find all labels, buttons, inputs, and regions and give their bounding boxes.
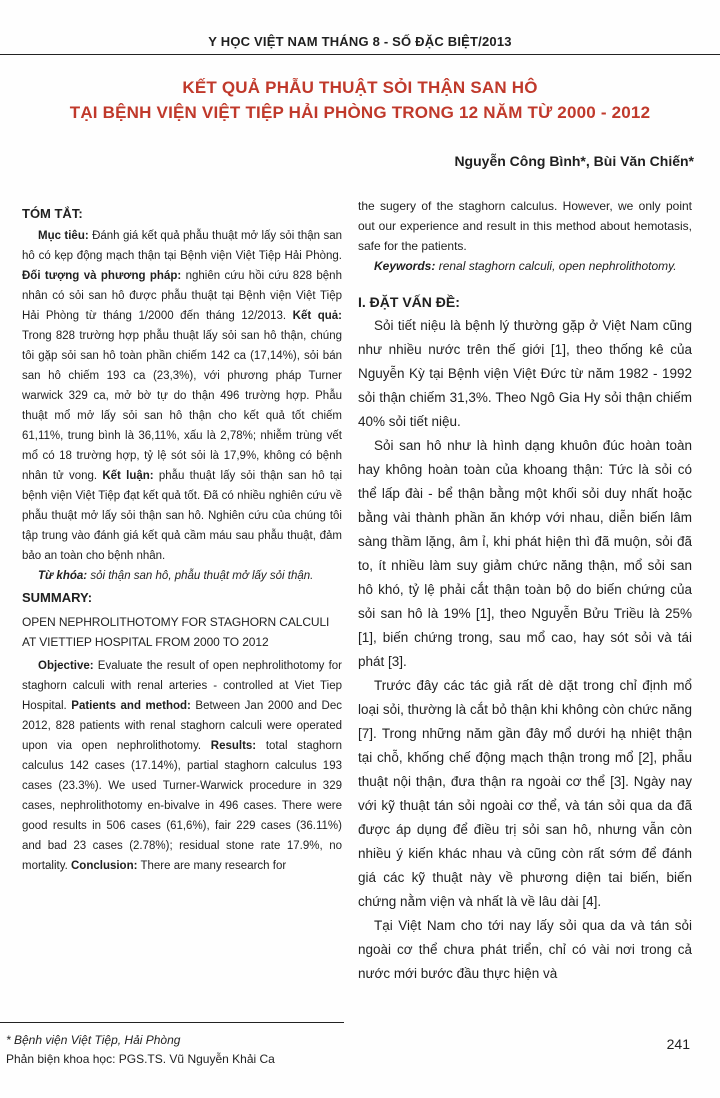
abstract-body xyxy=(22,226,342,566)
article-title xyxy=(0,75,720,125)
journal-header: Y HỌC VIỆT NAM THÁNG 8 - SỐ ĐẶC BIỆT/2013 xyxy=(208,34,512,49)
result-label: Kết quả: xyxy=(292,310,343,322)
method-label: Đối tượng và phương pháp: xyxy=(22,270,182,282)
keywords-vi xyxy=(22,566,342,586)
summary-method-label: Patients and method: xyxy=(71,700,191,712)
summary-continuation-block xyxy=(358,196,692,276)
footnote xyxy=(6,1031,275,1069)
keywords-en xyxy=(358,256,692,276)
footnote-affiliation: * Bệnh viện Việt Tiệp, Hải Phòng xyxy=(6,1033,181,1047)
summary-body xyxy=(22,656,342,876)
intro-paragraph-2: Sỏi san hô như là hình dạng khuôn đúc hoàn toàn hay không hoàn toàn của khoang thận: Tức là sỏi có thể lấp đài - bể thận bằng một khối sỏi duy nhất hoặc bằng vài thành phần ăn khớp với nhau, diễn biến lâm sàng thầm lặng, âm ỉ, khi phát hiện thì đã muộn, sỏi đã to, ít nhiều làm suy giảm chức năng thận, mổ sỏi san hô khó, tỷ lệ phải cắt thận toàn bộ do biến chứng của sỏi san hô là 19% [1], theo Nguyễn Bửu Triều là 25% [1], biến chứng trong, sau mổ cao, hay sót sỏi và tái phát [3]. xyxy=(358,438,692,669)
intro-paragraph-4: Tại Việt Nam cho tới nay lấy sỏi qua da và tán sỏi ngoài cơ thể chưa phát triển, chỉ có vài nơi trong cả nước mới bước đầu thực hiện và xyxy=(358,918,692,981)
intro-heading: I. ĐẶT VẤN ĐỀ: xyxy=(358,294,460,310)
summary-results-label: Results: xyxy=(210,740,257,752)
conclusion-text: phẫu thuật lấy sỏi thận san hô tại bệnh viện Việt Tiệp đạt kết quả tốt. Đã có nhiều nghiên cứu về phẫu thuật mở lấy sỏi thận san hô. Nghiên cứu của chúng tôi tập trung vào đánh giá kết quả cầm máu sau phẫu thuật, đảm bảo an toàn cho bệnh nhân. xyxy=(22,470,342,562)
summary-conclusion-label: Conclusion: xyxy=(71,860,138,872)
page-number: 241 xyxy=(666,1036,690,1052)
footnote-divider xyxy=(0,1022,344,1023)
result-text: Trong 828 trường hợp phẫu thuật lấy sỏi san hô thận, chúng tôi gặp sỏi san hô toàn phần chiếm 142 ca (17,14%), sỏi bán san hô chiếm 193 ca (23,3%), với phương pháp Turner warwick 329 ca, mở bờ tự do thận 496 trường hợp. Phẫu thuật mổ mở lấy sỏi san hô thận cho kết quả tốt chiếm 61,11%, trung bình là 36,11%, xấu là 2,78%; nhiễm trùng vết mổ có 18 trường hợp, tỷ lệ sót sỏi là 17,9%, không có bệnh nhân tử vong. xyxy=(22,330,342,482)
summary-title-line-2: AT VIETTIEP HOSPITAL FROM 2000 TO 2012 xyxy=(22,635,269,649)
summary-title-line-1: OPEN NEPHROLITHOTOMY FOR STAGHORN CALCULI xyxy=(22,615,330,629)
summary-continuation: the sugery of the staghorn calculus. However, we only point out our experience and result in this method about hemotasis, safe for the patients. xyxy=(358,199,692,253)
title-line-2: TẠI BỆNH VIỆN VIỆT TIỆP HẢI PHÒNG TRONG 12 NĂM TỪ 2000 - 2012 xyxy=(69,103,651,122)
abstract-heading: TÓM TẮT: xyxy=(22,206,83,221)
right-column xyxy=(358,196,692,986)
summary-objective-text: Evaluate the result of open nephrolithotomy for staghorn calculi with renal arteries - controlled at Viet Tiep Hospital. xyxy=(22,660,343,712)
summary-objective-label: Objective: xyxy=(38,660,94,672)
summary-method-text: Between Jan 2000 and Dec 2012, 828 patients with renal staghorn calculi were operated upon via open nephrolithotomy. xyxy=(22,700,343,752)
header-divider xyxy=(0,54,720,55)
footnote-reviewer: Phản biện khoa học: PGS.TS. Vũ Nguyễn Khải Ca xyxy=(6,1052,275,1066)
title-line-1: KẾT QUẢ PHẪU THUẬT SỎI THẬN SAN HÔ xyxy=(182,78,538,97)
method-text: nghiên cứu hồi cứu 828 bệnh nhân có sỏi san hô được phẫu thuật tại Bệnh viện Việt Tiệp Hải Phòng từ tháng 1/2000 đến tháng 12/2013. xyxy=(22,270,342,322)
left-column xyxy=(22,196,342,876)
keywords-vi-text: sỏi thận san hô, phẫu thuật mở lấy sỏi thận. xyxy=(90,570,314,582)
keywords-en-label: Keywords: xyxy=(374,259,436,273)
intro-paragraph-3: Trước đây các tác giả rất dè dặt trong chỉ định mổ loại sỏi, thường là cắt bỏ thận khi không còn chức năng [7]. Trong những năm gần đây mổ dưới hạ nhiệt thận tại chỗ, khống chế động mạch thận trong mổ [2], phẫu thuật nội thận, đưa thận ra ngoài cơ thể [3]. Ngày nay với kỹ thuật tán sỏi ngoài cơ thể, và tán sỏi qua da đã được áp dụng để điều trị sỏi san hô, nhưng vẫn còn nhiều ý kiến khác nhau và cũng còn rất sớm để đánh giá các kỹ thuật này về phương diện tai biến, biến chứng nằm viện và nhất là về lâu dài [4]. xyxy=(358,678,692,909)
conclusion-label: Kết luận: xyxy=(102,470,154,482)
intro-paragraph-1: Sỏi tiết niệu là bệnh lý thường gặp ở Việt Nam cũng như nhiều nước trên thế giới [1], theo thống kê của Nguyễn Kỳ tại Bệnh viện Việt Đức từ năm 1982 - 1992 sỏi thận chiếm 31,3%. Theo Ngô Gia Hy sỏi thận chiếm 40% sỏi tiết niệu. xyxy=(358,318,692,429)
keywords-vi-label: Từ khóa: xyxy=(38,570,88,582)
objective-label: Mục tiêu: xyxy=(38,230,89,242)
objective-text: Đánh giá kết quả phẫu thuật mở lấy sỏi thận san hô có kẹp động mạch thận tại Bệnh viện Việt Tiệp Hải Phòng. xyxy=(22,230,342,262)
summary-conclusion-text: There are many research for xyxy=(140,860,287,872)
keywords-en-text: renal staghorn calculi, open nephrolithotomy. xyxy=(438,259,677,273)
summary-heading: SUMMARY: xyxy=(22,590,93,605)
authors: Nguyễn Công Bình*, Bùi Văn Chiến* xyxy=(454,153,694,169)
summary-results-text: total staghorn calculus 142 cases (17.14%), partial staghorn calculus 193 cases (23.3%). We used Turner-Warwick procedure in 329 cases, nephrolithotomy en-bivalve in 496 cases. There were good results in 506 cases (61,6%), fair 229 cases (36.11%) and bad 23 cases (2.78%); residual stone rate 17.9%, no mortality. xyxy=(22,740,342,872)
